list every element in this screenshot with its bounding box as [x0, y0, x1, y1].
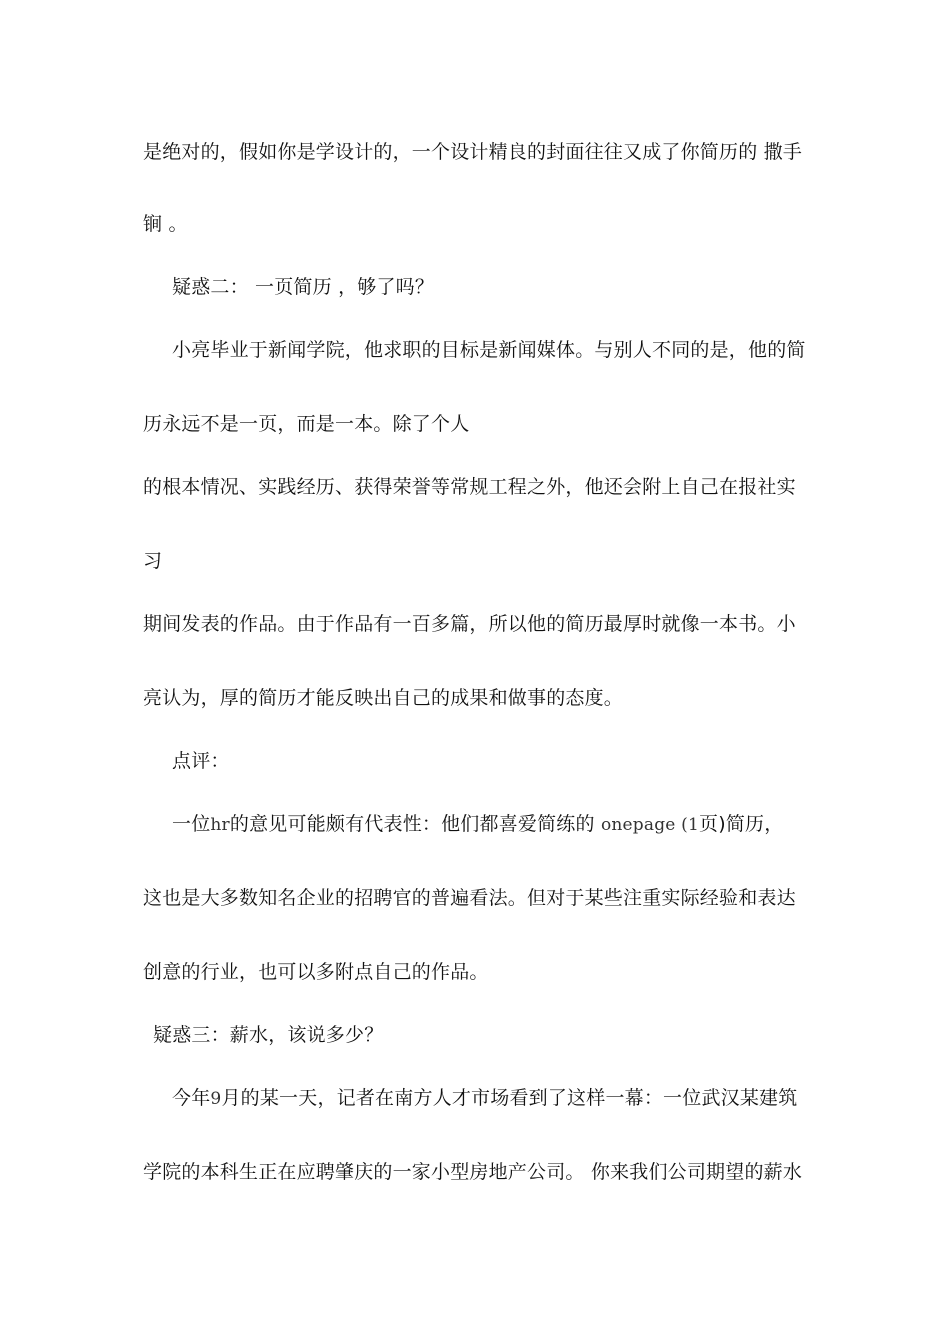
text-run: 的意见可能颇有代表性：他们都喜爱简练的 — [229, 813, 601, 835]
text-run-hr: hr — [210, 815, 230, 835]
text-run: 一位 — [172, 813, 211, 835]
paragraph-line: 是绝对的，假如你是学设计的，一个设计精良的封面往往又成了你简历的 撒手 — [143, 141, 803, 163]
text-run-one: 1 — [687, 815, 700, 835]
paragraph-line: 这也是大多数知名企业的招聘官的普遍看法。但对于某些注重实际经验和表达 — [143, 887, 796, 909]
paragraph-line: 历永远不是一页，而是一本。除了个人 — [143, 413, 470, 435]
paragraph-line: 创意的行业，也可以多附点自己的作品。 — [143, 961, 489, 983]
text-run-nine: 9 — [210, 1089, 222, 1109]
paragraph-line: 锏 。 — [143, 213, 188, 235]
comment-line — [172, 811, 783, 838]
paragraph-line: 小亮毕业于新闻学院，他求职的目标是新闻媒体。与别人不同的是，他的简 — [172, 339, 806, 361]
section-heading-doubt-three: 疑惑三：薪水，该说多少？ — [153, 1024, 384, 1046]
text-run-paren: ( — [675, 815, 688, 835]
text-run: 今年 — [172, 1087, 211, 1109]
comment-heading: 点评： — [172, 750, 230, 772]
paragraph-line: 期间发表的作品。由于作品有一百多篇，所以他的简历最厚时就像一本书。小 — [143, 613, 796, 635]
salary-line — [172, 1085, 797, 1112]
section-heading-doubt-two: 疑惑二： 一页简历 ，够了吗？ — [172, 276, 435, 298]
text-run: 页)简历， — [699, 813, 784, 835]
paragraph-line: 习 — [143, 550, 163, 572]
paragraph-line: 亮认为，厚的简历才能反映出自己的成果和做事的态度。 — [143, 687, 624, 709]
text-run: 月的某一天，记者在南方人才市场看到了这样一幕：一位武汉某建筑 — [221, 1087, 798, 1109]
paragraph-line: 的根本情况、实践经历、获得荣誉等常规工程之外，他还会附上自己在报社实 — [143, 476, 796, 498]
text-run-onepage: onepage — [600, 815, 676, 835]
paragraph-line: 学院的本科生正在应聘肇庆的一家小型房地产公司。 你来我们公司期望的薪水 — [143, 1161, 803, 1183]
